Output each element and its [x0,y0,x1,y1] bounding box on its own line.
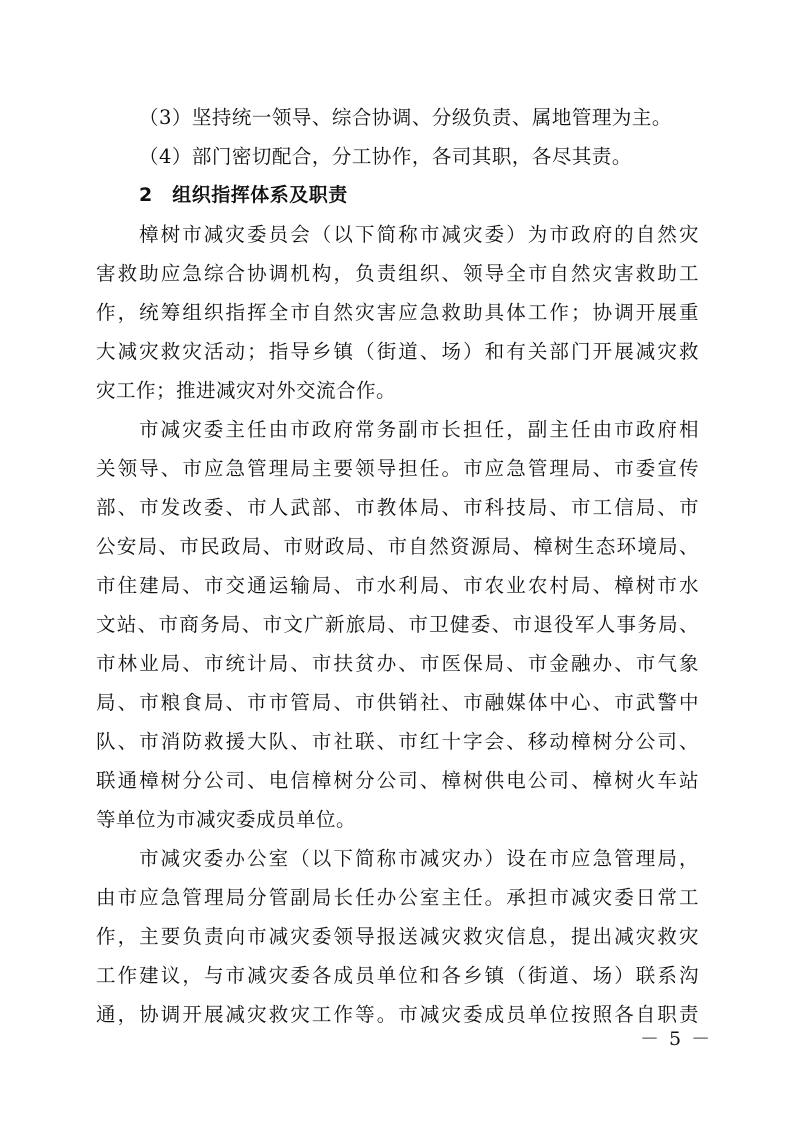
principle-item-3: （3）坚持统一领导、综合协调、分级负责、属地管理为主。 [139,106,672,129]
page-number: － 5 － [640,1028,713,1050]
text-line: 作，主要负责向市减灾委领导报送减灾救灾信息，提出减灾救灾 [96,925,699,948]
text-line: 文站、市商务局、市文广新旅局、市卫健委、市退役军人事务局、 [96,613,699,636]
text-line: 等单位为市减灾委成员单位。 [96,808,357,831]
text-line: 作，统筹组织指挥全市自然灾害应急救助具体工作；协调开展重 [96,301,699,324]
text-line: 灾工作；推进减灾对外交流合作。 [96,379,397,402]
text-line: 大减灾救灾活动；指导乡镇（街道、场）和有关部门开展减灾救 [96,340,699,363]
principle-item-4: （4）部门密切配合，分工协作，各司其职，各尽其责。 [139,145,632,168]
text-line: 局、市粮食局、市市管局、市供销社、市融媒体中心、市武警中 [96,691,699,714]
text-line: 樟树市减灾委员会（以下简称市减灾委）为市政府的自然灾 [139,223,699,246]
text-line: 部、市发改委、市人武部、市教体局、市科技局、市工信局、市 [96,496,699,519]
text-line: 市减灾委办公室（以下简称市减灾办）设在市应急管理局， [139,847,699,870]
text-line: 市住建局、市交通运输局、市水利局、市农业农村局、樟树市水 [96,574,699,597]
text-line: 关领导、市应急管理局主要领导担任。市应急管理局、市委宣传 [96,457,699,480]
section-heading: 2 组织指挥体系及职责 [139,184,348,206]
text-line: 通，协调开展减灾救灾工作等。市减灾委成员单位按照各自职责 [96,1003,699,1026]
text-line: 公安局、市民政局、市财政局、市自然资源局、樟树生态环境局、 [96,535,699,558]
text-line: 工作建议，与市减灾委各成员单位和各乡镇（街道、场）联系沟 [96,964,699,987]
paragraph-members [96,410,699,839]
text-line: 联通樟树分公司、电信樟树分公司、樟树供电公司、樟树火车站 [96,769,699,792]
text-line: 害救助应急综合协调机构，负责组织、领导全市自然灾害救助工 [96,262,699,285]
text-line: 队、市消防救援大队、市社联、市红十字会、移动樟树分公司、 [96,730,699,753]
text-line: 市林业局、市统计局、市扶贫办、市医保局、市金融办、市气象 [96,652,699,675]
text-line: 由市应急管理局分管副局长任办公室主任。承担市减灾委日常工 [96,886,699,909]
paragraph-office [96,839,699,1034]
paragraph-committee [96,215,699,410]
text-line: 市减灾委主任由市政府常务副市长担任，副主任由市政府相 [139,418,699,441]
page-content [96,98,699,1034]
